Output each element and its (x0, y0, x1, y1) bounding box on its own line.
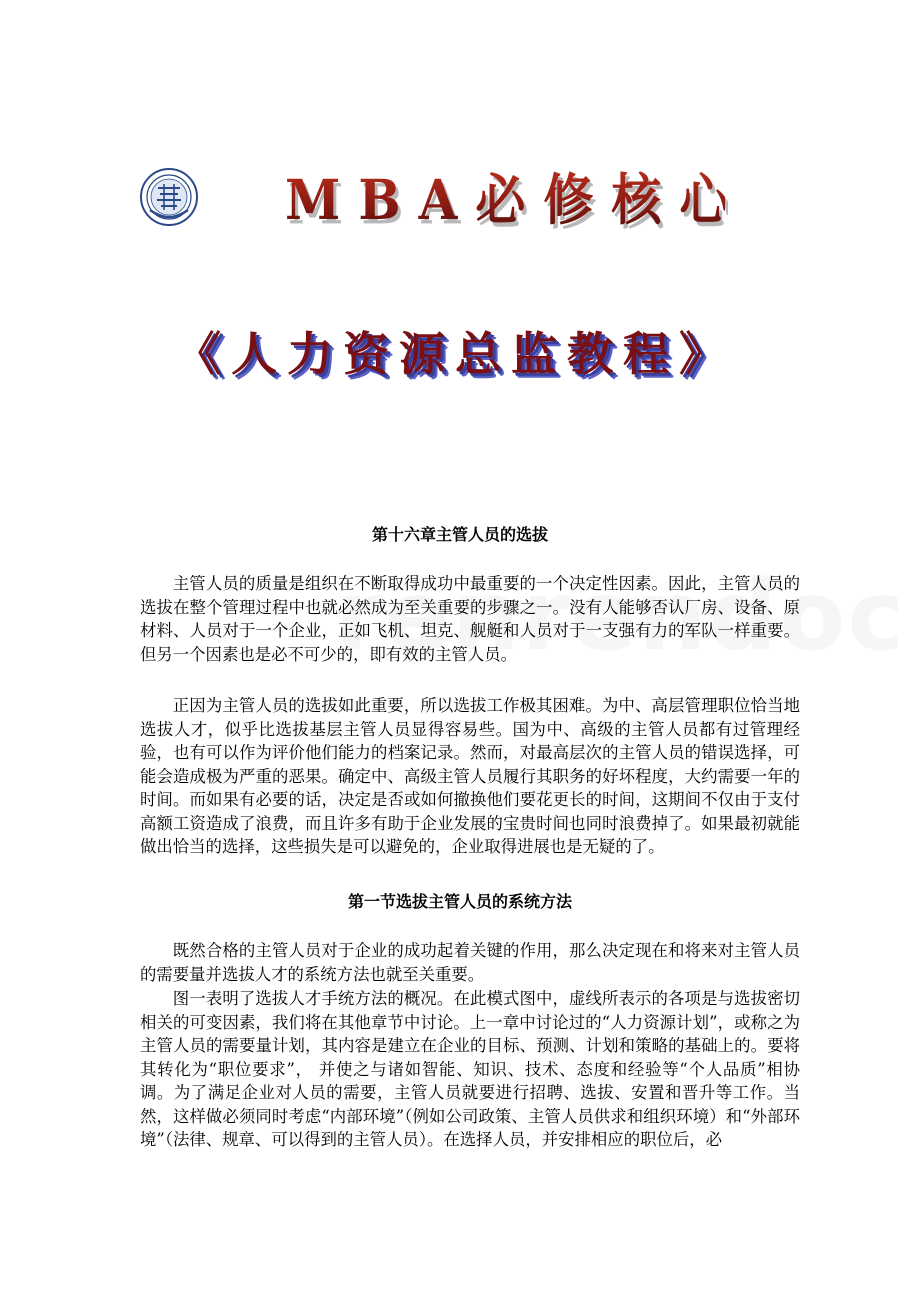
chapter-title: 第十六章主管人员的选拔 (371, 525, 548, 544)
section-paragraph: 图一表明了选拔人才手统方法的概况。在此模式图中，虚线所表示的各项是与选拔密切相关的可变因素，我们将在其他章节中讨论。上一章中讨论过的“人力资源计划”，或称之为主管人员的需要量计划，其内容是建立在企业的目标、预测、计划和策略的基础上的。要将其转化为“职位要求”， 并使之与诸如智能、知识、技术、态度和经验等“个人品质”相协调。为了满足企业对人员的需要，主管人员就要进行招聘、选拔、安置和晋升等工作。当然，这样做必须同时考虑“内部环境”（例如公司政策、主管人员供求和组织环境）和“外部环境”（法律、规章、可以得到的主管人员）。在选择人员，并安排相应的职位后，必 (140, 989, 800, 1149)
chapter-paragraph: 主管人员的质量是组织在不断取得成功中最重要的一个决定性因素。因此，主管人员的选拔在整个管理过程中也就必然成为至关重要的步骤之一。没有人能够否认厂房、设备、原材料、人员对于一个企业，正如飞机、坦克、舰艇和人员对于一支强有力的军队一样重要。但另一个因素也是必不可少的，即有效的主管人员。 (140, 574, 800, 664)
course-title: MBA必修核心课程 (285, 162, 725, 239)
chapter-paragraph: 正因为主管人员的选拔如此重要，所以选拔工作极其困难。为中、高层管理职位恰当地选拔人才，似乎比选拔基层主管人员显得容易些。国为中、高级的主管人员都有过管理经验，也有可以作为评价他们能力的档案记录。然而，对最高层次的主管人员的错误选择，可能会造成极为严重的恶果。确定中、高级主管人员履行其职务的好坏程度，大约需要一年的时间。而如果有必要的话，决定是否或如何撤换他们要花更长的时间，这期间不仅由于支付高额工资造成了浪费，而且许多有助于企业发展的宝贵时间也同时浪费掉了。如果最初就能做出恰当的选择，这些损失是可以避免的，企业取得进展也是无疑的了。 (140, 696, 800, 856)
book-title: 《人力资源总监教程》 (175, 327, 735, 381)
section-title: 第一节选拔主管人员的系统方法 (347, 892, 572, 911)
section-paragraph: 既然合格的主管人员对于企业的成功起着关键的作用，那么决定现在和将来对主管人员的需要量并选拔人才的系统方法也就至关重要。 (140, 941, 800, 984)
seal-logo (140, 168, 198, 226)
